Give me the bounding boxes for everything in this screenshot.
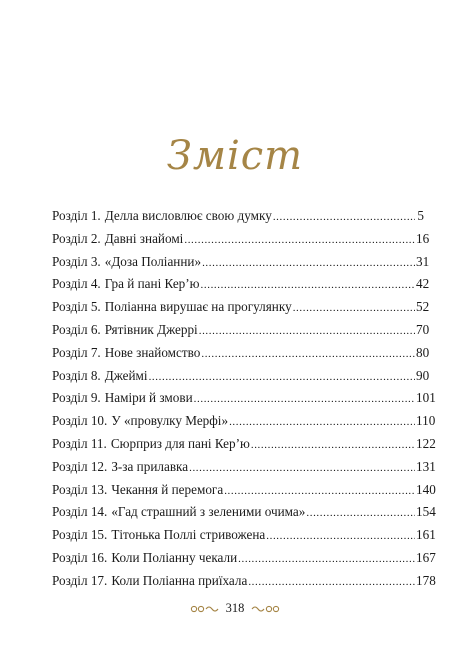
chapter-title: Тітонька Поллі стривожена (111, 527, 266, 543)
chapter-number: Розділ 11. (52, 435, 107, 451)
chapter-title: Нове знайомство (104, 344, 201, 360)
page-ref: 42 (416, 276, 430, 292)
page-ref: 161 (416, 527, 436, 543)
chapter-number: Розділ 8. (52, 367, 101, 383)
dot-leader (184, 228, 415, 252)
chapter-number: Розділ 16. (52, 549, 108, 565)
chapter-number: Розділ 3. (52, 253, 101, 269)
chapter-title: З-за прилавка (111, 458, 189, 474)
page-ref: 90 (416, 367, 430, 383)
page-footer (0, 601, 470, 616)
dot-leader (199, 319, 415, 343)
chapter-number: Розділ 5. (52, 299, 101, 315)
toc-entry[interactable] (52, 365, 430, 388)
toc-entry[interactable] (52, 296, 430, 319)
page-ref: 80 (416, 344, 430, 360)
toc-entry[interactable] (52, 251, 430, 274)
chapter-number: Розділ 17. (52, 572, 108, 588)
toc-entry[interactable] (52, 319, 430, 342)
dot-leader (273, 205, 415, 229)
dot-leader (229, 410, 415, 434)
toc-entry[interactable] (52, 501, 436, 524)
dot-leader (238, 547, 415, 571)
dot-leader (293, 296, 415, 320)
page-ref: 110 (416, 413, 436, 429)
toc-entry[interactable] (52, 456, 436, 479)
toc-entry[interactable] (52, 410, 436, 433)
dot-leader (202, 251, 415, 275)
table-of-contents (52, 205, 436, 593)
toc-entry[interactable] (52, 433, 436, 456)
page-ref: 52 (416, 299, 430, 315)
page-ref: 131 (416, 458, 436, 474)
chapter-title: У «провулку Мерфі» (111, 413, 229, 429)
dot-leader (251, 433, 415, 457)
chapter-title: Сюрприз для пані Кер’ю (110, 435, 250, 451)
chapter-title: Джеймі (104, 367, 148, 383)
page-ref: 167 (416, 549, 436, 565)
toc-entry[interactable] (52, 524, 436, 547)
page-ref: 154 (416, 504, 436, 520)
page-ref: 140 (416, 481, 436, 497)
chapter-title: Давні знайомі (104, 230, 184, 246)
ornament-icon (190, 604, 220, 614)
page-ref: 16 (416, 230, 430, 246)
dot-leader (194, 387, 415, 411)
chapter-title: Коли Поліанну чекали (111, 549, 238, 565)
chapter-number: Розділ 6. (52, 321, 101, 337)
toc-entry[interactable] (52, 342, 430, 365)
page-ref: 5 (417, 208, 424, 223)
chapter-number: Розділ 14. (52, 504, 108, 520)
chapter-title: Гра й пані Кер’ю (104, 276, 200, 292)
toc-entry[interactable] (52, 479, 436, 502)
toc-entry[interactable] (52, 228, 430, 251)
chapter-number: Розділ 2. (52, 230, 101, 246)
chapter-number: Розділ 9. (52, 390, 101, 406)
toc-entry[interactable] (52, 387, 436, 410)
chapter-number: Розділ 4. (52, 276, 101, 292)
chapter-title: «Гад страшний з зеленими очима» (111, 504, 306, 520)
dot-leader (266, 524, 415, 548)
chapter-number: Розділ 13. (52, 481, 108, 497)
dot-leader (201, 342, 415, 366)
page-ref: 31 (416, 253, 430, 269)
chapter-title: Делла висловлює свою думку (104, 208, 272, 223)
page-ref: 101 (416, 390, 436, 406)
chapter-number: Розділ 12. (52, 458, 108, 474)
page-number: 318 (225, 601, 245, 615)
chapter-title: Наміри й змови (104, 390, 193, 406)
dot-leader (189, 456, 415, 480)
dot-leader (306, 501, 415, 525)
toc-entry[interactable] (52, 273, 430, 296)
toc-entry[interactable] (52, 205, 424, 228)
chapter-title: Поліанна вирушає на прогулянку (104, 299, 292, 315)
dot-leader (224, 479, 415, 503)
page-title: Зміст (166, 133, 304, 179)
chapter-number: Розділ 15. (52, 527, 108, 543)
toc-entry[interactable] (52, 570, 436, 593)
dot-leader (201, 273, 415, 297)
chapter-number: Розділ 7. (52, 344, 101, 360)
chapter-title: Чекання й перемога (111, 481, 224, 497)
page-ref: 70 (416, 321, 430, 337)
chapter-title: Коли Поліанна приїхала (111, 572, 248, 588)
dot-leader (248, 570, 415, 594)
page-ref: 178 (416, 572, 436, 588)
dot-leader (149, 365, 415, 389)
ornament-icon (250, 604, 280, 614)
page-ref: 122 (416, 435, 436, 451)
chapter-number: Розділ 10. (52, 413, 108, 429)
chapter-title: Рятівник Джеррі (104, 321, 198, 337)
toc-entry[interactable] (52, 547, 436, 570)
chapter-title: «Доза Поліанни» (104, 253, 202, 269)
chapter-number: Розділ 1. (52, 208, 101, 223)
